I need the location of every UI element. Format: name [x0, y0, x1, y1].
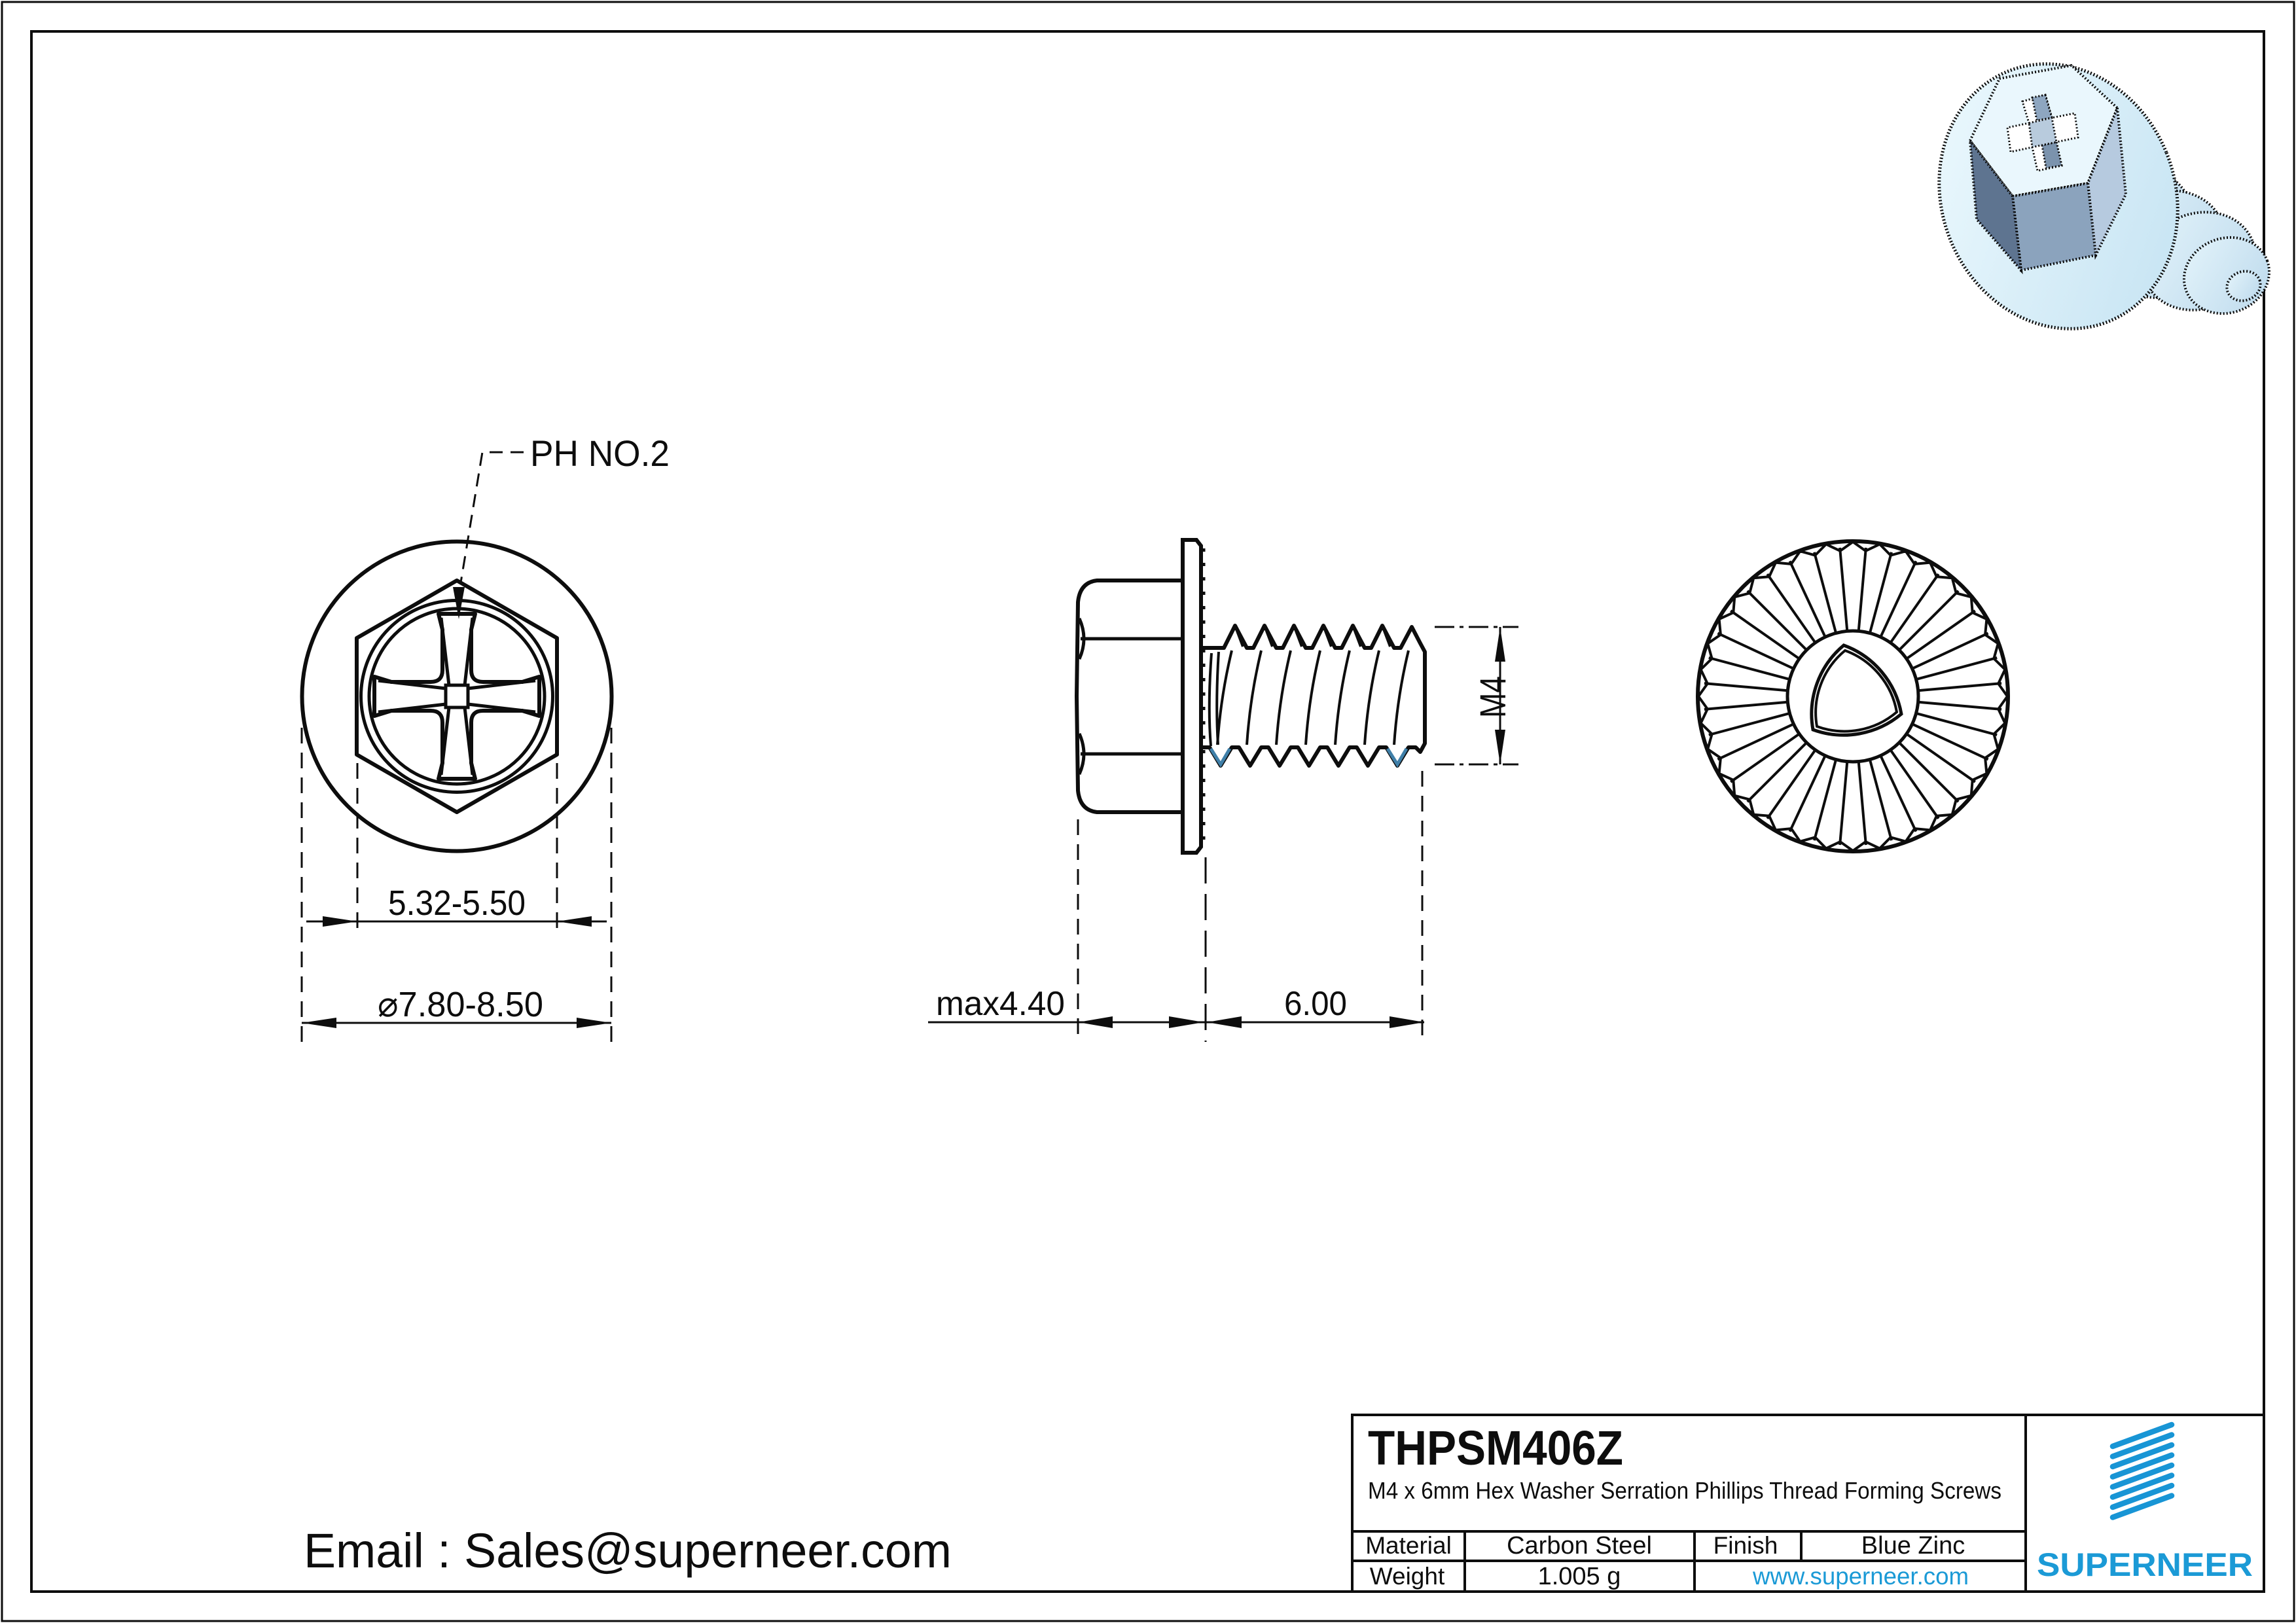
phillips-cross-facets — [378, 618, 535, 775]
render-3d-screw — [1900, 27, 2280, 365]
weight-label: Weight — [1369, 1563, 1445, 1590]
part-number: THPSM406Z — [1368, 1421, 1623, 1475]
title-block — [1352, 1415, 2264, 1592]
arrow-icon — [557, 916, 592, 927]
head-chamfer-circle-inner — [369, 609, 545, 784]
material-label: Material — [1365, 1532, 1452, 1559]
arrow-icon — [577, 1018, 611, 1028]
hex-head-side-outline — [1077, 580, 1183, 812]
dim-text-head-height: max4.40 — [936, 985, 1065, 1023]
material-value: Carbon Steel — [1507, 1532, 1652, 1560]
contact-email: Email : Sales@superneer.com — [304, 1524, 952, 1578]
dim-text-washer-dia: ⌀7.80-8.50 — [378, 985, 543, 1024]
website-link[interactable]: www.superneer.com — [1752, 1563, 1969, 1590]
side-view — [928, 540, 1518, 1042]
arrow-icon — [1495, 627, 1505, 662]
part-description: M4 x 6mm Hex Washer Serration Phillips Thread Forming Screws — [1368, 1477, 2001, 1504]
dim-text-m4: M4 — [1472, 667, 1513, 718]
arrow-icon — [323, 916, 357, 927]
brand-name: SUPERNEER — [2037, 1546, 2253, 1583]
phillips-cross-outline — [374, 614, 539, 779]
arrow-icon — [1169, 1016, 1204, 1028]
trilobular-hole-outer — [1812, 645, 1901, 735]
superneer-logo-stripes-icon — [2113, 1425, 2172, 1518]
hex-head-side-facets — [1079, 618, 1183, 774]
back-view-serrated-washer — [1698, 541, 2008, 851]
arrow-icon — [1390, 1016, 1424, 1028]
ph-drive-label: PH NO.2 — [530, 433, 670, 474]
arrow-icon — [1207, 1016, 1242, 1028]
finish-value: Blue Zinc — [1861, 1532, 1965, 1560]
serration-radial-lines — [1704, 548, 2001, 845]
serration-teeth-ring — [1698, 542, 2007, 851]
dim-text-thread-length: 6.00 — [1284, 985, 1347, 1023]
front-view — [302, 433, 670, 1042]
finish-label: Finish — [1713, 1532, 1778, 1559]
arrow-icon — [1495, 730, 1505, 764]
dim-text-across-flats: 5.32-5.50 — [388, 883, 526, 923]
weight-value: 1.005 g — [1537, 1563, 1621, 1590]
ph-leader-line — [461, 452, 524, 582]
washer-flange-side — [1183, 540, 1201, 853]
arrow-icon — [1078, 1016, 1113, 1028]
head-chamfer-circle-outer — [361, 601, 553, 793]
arrow-icon — [302, 1018, 336, 1028]
thread-profile-outline — [1201, 626, 1425, 766]
washer-outline-circle — [1698, 541, 2008, 851]
